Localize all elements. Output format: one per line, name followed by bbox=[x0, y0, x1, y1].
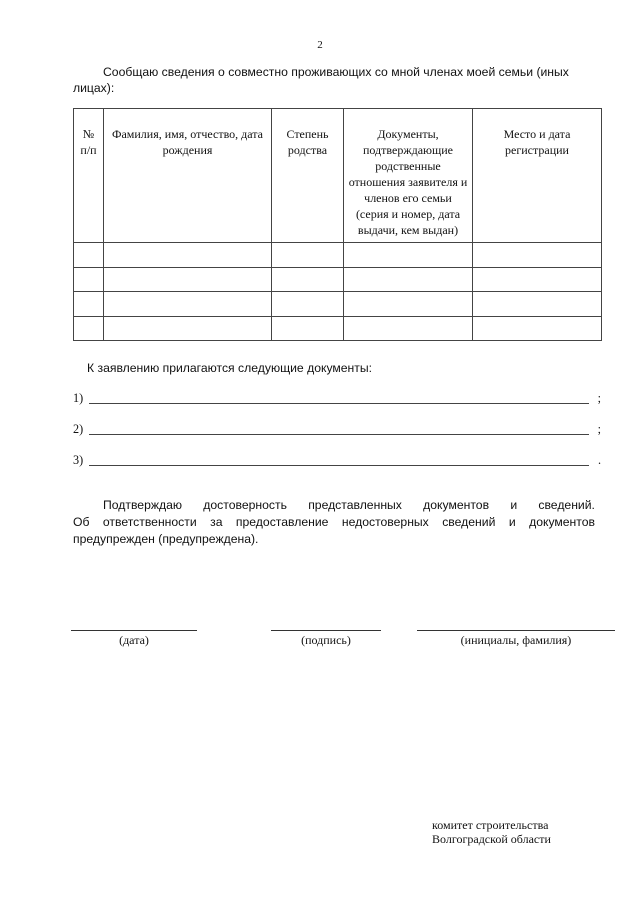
signature-label: (подпись) bbox=[301, 633, 351, 647]
date-label: (дата) bbox=[119, 633, 149, 647]
attachment-number: 1) bbox=[73, 391, 84, 405]
attachments-title: К заявлению прилагаются следующие документы: bbox=[87, 361, 373, 375]
table-cell[interactable] bbox=[74, 292, 104, 317]
table-cell[interactable] bbox=[344, 292, 473, 317]
table-cell[interactable] bbox=[104, 267, 272, 292]
date-signature-line[interactable] bbox=[71, 630, 197, 631]
attachment-number: 3) bbox=[73, 453, 84, 467]
table-cell[interactable] bbox=[74, 243, 104, 268]
confirmation-word: сведений. bbox=[538, 498, 595, 512]
table-cell[interactable] bbox=[344, 316, 473, 341]
confirmation-word: Подтверждаю bbox=[103, 498, 183, 512]
attachment-blank[interactable] bbox=[89, 403, 589, 404]
header-number: № п/п bbox=[74, 109, 104, 243]
table-cell[interactable] bbox=[272, 267, 344, 292]
committee-line-1: комитет строительства bbox=[432, 818, 549, 832]
table-cell[interactable] bbox=[272, 292, 344, 317]
table-cell[interactable] bbox=[104, 292, 272, 317]
confirmation-word: представленных bbox=[308, 498, 402, 512]
confirmation-rest: Об ответственности за предоставление недостоверных сведений и документов предупрежден (предупреждена). bbox=[73, 515, 595, 546]
attachment-blank[interactable] bbox=[89, 465, 589, 466]
table-cell[interactable] bbox=[272, 316, 344, 341]
attachment-number: 2) bbox=[73, 422, 84, 436]
table-cell[interactable] bbox=[473, 267, 602, 292]
page-number: 2 bbox=[317, 39, 323, 51]
table-cell[interactable] bbox=[344, 243, 473, 268]
table-cell[interactable] bbox=[104, 243, 272, 268]
table-cell[interactable] bbox=[74, 267, 104, 292]
table-cell[interactable] bbox=[344, 267, 473, 292]
attachment-blank[interactable] bbox=[89, 434, 589, 435]
table-header-row bbox=[74, 109, 602, 243]
confirmation-first-line bbox=[73, 497, 595, 514]
header-relationship: Степень родства bbox=[272, 109, 344, 243]
table-row bbox=[74, 267, 602, 292]
committee-line-2: Волгоградской области bbox=[432, 832, 551, 846]
header-full-name: Фамилия, имя, отчество, дата рождения bbox=[104, 109, 272, 243]
attachment-end-mark: ; bbox=[597, 422, 601, 436]
family-members-table bbox=[73, 108, 602, 341]
confirmation-statement bbox=[73, 497, 595, 548]
confirmation-word: документов bbox=[423, 498, 490, 512]
committee-footer bbox=[432, 818, 551, 846]
header-documents: Документы, подтверждающие родственные отношения заявителя и членов его семьи (серия и номер, дата выдачи, кем выдан) bbox=[344, 109, 473, 243]
signature-line[interactable] bbox=[271, 630, 381, 631]
table-row bbox=[74, 292, 602, 317]
header-registration: Место и дата регистрации bbox=[473, 109, 602, 243]
table-cell[interactable] bbox=[473, 243, 602, 268]
table-row bbox=[74, 243, 602, 268]
intro-text: Сообщаю сведения о совместно проживающих со мной членах моей семьи (иных лицах): bbox=[73, 65, 569, 95]
table-row bbox=[74, 316, 602, 341]
attachment-end-mark: . bbox=[597, 453, 601, 467]
confirmation-word: и bbox=[510, 498, 518, 512]
table-cell[interactable] bbox=[473, 292, 602, 317]
table-cell[interactable] bbox=[74, 316, 104, 341]
table-cell[interactable] bbox=[473, 316, 602, 341]
name-signature-line[interactable] bbox=[417, 630, 615, 631]
attachment-line-2[interactable] bbox=[73, 422, 603, 438]
attachment-end-mark: ; bbox=[597, 391, 601, 405]
table-cell[interactable] bbox=[272, 243, 344, 268]
confirmation-word: достоверность bbox=[203, 498, 287, 512]
name-label: (инициалы, фамилия) bbox=[460, 633, 572, 647]
table-cell[interactable] bbox=[104, 316, 272, 341]
attachment-line-3[interactable] bbox=[73, 453, 603, 469]
attachment-line-1[interactable] bbox=[73, 391, 603, 407]
